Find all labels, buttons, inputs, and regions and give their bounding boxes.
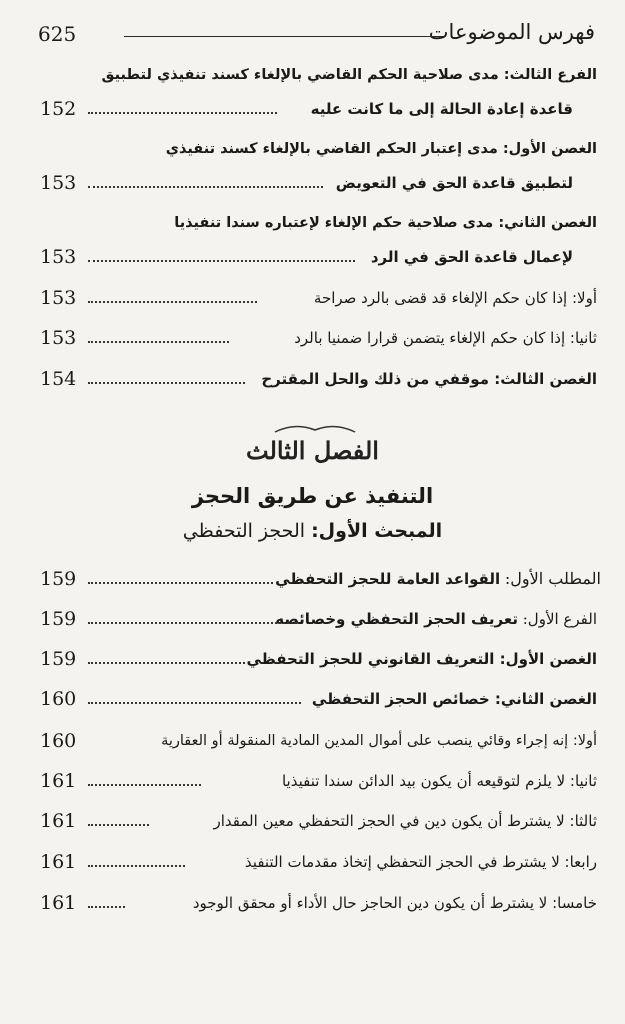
toc-entry-label: أولا: إذا كان حكم الإلغاء قد قضى بالرد صراحة — [313, 289, 597, 307]
toc-entry-label: لإعمال قاعدة الحق في الرد — [370, 248, 573, 266]
toc-entry — [40, 366, 597, 392]
toc-entry-label: لتطبيق قاعدة الحق في التعويض — [335, 174, 573, 192]
toc-entry-label: الغصن الأول: التعريف القانوني للحجز التحفظي — [246, 650, 597, 668]
leader-dots — [88, 301, 257, 303]
toc-entry-label: الغصن الثاني: مدى صلاحية حكم الإلغاء لإعتباره سندا تنفيذيا — [174, 215, 597, 231]
toc-entry-page: 160 — [40, 730, 77, 752]
leader-dots — [88, 622, 297, 624]
leader-dots — [88, 260, 355, 262]
subsection-title — [0, 520, 625, 542]
toc-entry-page: 161 — [40, 770, 77, 792]
leader-dots — [88, 906, 125, 908]
toc-entry-page: 159 — [40, 568, 77, 590]
toc-entry — [40, 686, 597, 712]
toc-entry — [40, 96, 573, 122]
leader-dots — [88, 341, 229, 343]
toc-entry — [40, 566, 601, 592]
toc-entry-label: الفرع الثالث: مدى صلاحية الحكم القاضي بالإلغاء كسند تنفيذي لتطبيق — [101, 67, 597, 83]
toc-entry-label: الغصن الأول: مدى إعتبار الحكم القاضي بالإلغاء كسند تنفيذي — [165, 141, 597, 157]
section-title: التنفيذ عن طريق الحجز — [191, 484, 434, 508]
leader-dots — [88, 582, 273, 584]
toc-entry-page: 153 — [40, 172, 77, 194]
running-title: فهرس الموضوعات — [428, 20, 595, 44]
toc-entry — [40, 606, 597, 632]
toc-entry-label: الغصن الثالث: موقفي من ذلك والحل المقترح — [261, 370, 597, 388]
toc-entry-page: 153 — [40, 327, 77, 349]
page-number: 625 — [38, 22, 77, 46]
toc-entry-page: 152 — [40, 98, 77, 120]
toc-entry-page: 153 — [40, 246, 77, 268]
toc-entry-label: خامسا: لا يشترط أن يكون دين الحاجز حال الأداء أو محقق الوجود — [192, 894, 597, 912]
toc-entry-page: 161 — [40, 810, 77, 832]
header-rule — [124, 36, 445, 37]
toc-entry — [40, 285, 597, 311]
toc-entry-label: أولا: إنه إجراء وقائي ينصب على أموال المدين المادية المنقولة أو العقارية — [161, 733, 597, 749]
toc-entry-label: قاعدة إعادة الحالة إلى ما كانت عليه — [310, 100, 573, 118]
subsection-name: الحجز التحفظي — [182, 520, 306, 542]
subsection-label: المبحث الأول: — [311, 520, 443, 542]
toc-entry — [40, 170, 573, 196]
toc-entry — [40, 890, 597, 916]
toc-entry — [40, 849, 597, 875]
leader-dots — [88, 382, 245, 384]
toc-entry — [40, 808, 597, 834]
leader-dots — [88, 662, 245, 664]
toc-entry-label: الغصن الثاني: خصائص الحجز التحفظي — [311, 690, 597, 708]
toc-entry — [40, 728, 597, 754]
toc-entry — [40, 62, 597, 88]
ornament-icon — [270, 422, 360, 436]
leader-dots — [88, 186, 323, 188]
toc-entry-page: 160 — [40, 688, 77, 710]
toc-entry-page: 159 — [40, 608, 77, 630]
chapter-title: الفصل الثالث — [246, 436, 379, 465]
toc-entry — [40, 136, 597, 162]
toc-entry — [40, 646, 597, 672]
leader-dots — [88, 824, 149, 826]
toc-entry — [40, 244, 573, 270]
toc-entry-label: ثالثا: لا يشترط أن يكون دين في الحجز التحفظي معين المقدار — [213, 812, 597, 830]
toc-entry-page: 153 — [40, 287, 77, 309]
leader-dots — [88, 865, 185, 867]
toc-entry-label: رابعا: لا يشترط في الحجز التحفظي إتخاذ مقدمات التنفيذ — [244, 853, 597, 871]
leader-dots — [88, 784, 201, 786]
leader-dots — [88, 702, 301, 704]
toc-entry-page: 159 — [40, 648, 77, 670]
toc-entry — [40, 210, 597, 236]
toc-entry-page: 161 — [40, 892, 77, 914]
toc-entry-label: ثانيا: إذا كان حكم الإلغاء يتضمن قرارا ضمنيا بالرد — [294, 329, 597, 347]
toc-entry-page: 161 — [40, 851, 77, 873]
toc-entry — [40, 325, 597, 351]
toc-entry — [40, 768, 597, 794]
toc-entry-label: ثانيا: لا يلزم لتوقيعه أن يكون بيد الدائن سندا تنفيذيا — [281, 772, 597, 790]
toc-entry-label: المطلب الأول: القواعد العامة للحجز التحفظي — [275, 569, 601, 588]
leader-dots — [88, 112, 277, 114]
page-header — [38, 18, 595, 52]
toc-entry-page: 154 — [40, 368, 77, 390]
toc-entry-label: الفرع الأول: تعريف الحجز التحفظي وخصائصه — [275, 610, 597, 628]
